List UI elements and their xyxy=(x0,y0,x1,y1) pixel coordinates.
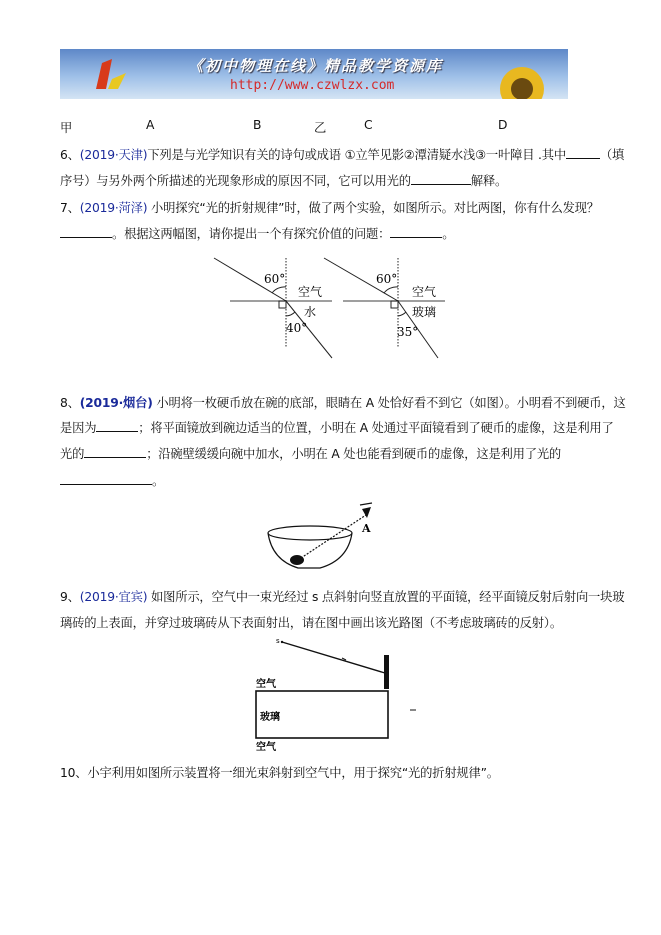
point-s-label: s xyxy=(276,638,280,645)
refraction-figure xyxy=(200,250,460,360)
answer-blank[interactable] xyxy=(60,473,152,485)
glass-brick-figure xyxy=(240,638,420,760)
medium-label: 玻璃 xyxy=(260,712,280,723)
answer-blank[interactable] xyxy=(411,173,471,185)
figure-label: 甲 xyxy=(60,121,73,135)
figure-label: D xyxy=(498,118,508,132)
bowl-figure xyxy=(250,490,410,580)
medium-label: 水 xyxy=(304,305,317,319)
answer-blank[interactable] xyxy=(566,147,600,159)
figure-label: 乙 xyxy=(314,121,327,135)
q8-line2: 是因为 ；将平面镜放到碗边适当的位置，小明在 A 处通过平面镜看到了硬币的虚像，这是利用了 xyxy=(60,421,614,435)
answer-blank[interactable] xyxy=(96,420,138,432)
q8-line1: 8、(2019·烟台) 小明将一枚硬币放在碗的底部，眼睛在 A 处恰好看不到它（如图）。小明看不到硬币，这 xyxy=(60,396,626,410)
figure-label: C xyxy=(364,118,373,132)
q9-source: (2019·宜宾) xyxy=(79,590,148,604)
q9-line2: 璃砖的上表面，并穿过玻璃砖从下表面射出，请在图中画出该光路图（不考虑玻璃砖的反射）。 xyxy=(60,616,562,630)
q7-line2: 。根据这两幅图，请你提出一个有探究价值的问题： 。 xyxy=(60,224,454,242)
q6-line1: 6、(2019·天津)下列是与光学知识有关的诗句或成语 ①立竿见影②潭清疑水浅③一叶障目 .其中 （填 xyxy=(60,148,625,162)
q6-line2: 序号）与另外两个所描述的光现象形成的原因不同，它可以用光的 解释。 xyxy=(60,174,508,188)
figure-label: A xyxy=(146,118,155,132)
answer-blank[interactable] xyxy=(390,226,442,238)
angle-label: 40° xyxy=(286,321,308,335)
q6-source: (2019·天津) xyxy=(79,148,148,162)
q9-line1: 9、(2019·宜宾) 如图所示，空气中一束光经过 s 点斜射向竖直放置的平面镜，经平面镜反射后射向一块玻 xyxy=(60,590,625,604)
angle-label: 60° xyxy=(376,272,398,286)
medium-label: 空气 xyxy=(298,285,323,299)
q8-line3: 光的 ；沿碗壁缓缓向碗中加水，小明在 A 处也能看到硬币的虚像，这是利用了光的 xyxy=(60,447,562,461)
answer-blank[interactable] xyxy=(84,446,146,458)
angle-label: 35° xyxy=(397,325,419,339)
banner-url[interactable]: http://www.czwlzx.com xyxy=(230,78,395,93)
angle-label: 60° xyxy=(264,272,286,286)
q8-line4: 。 xyxy=(60,471,164,489)
figure-label: B xyxy=(253,118,262,132)
medium-label: 空气 xyxy=(256,679,276,690)
point-a-label: A xyxy=(362,522,371,535)
q8-source: (2019·烟台) xyxy=(79,396,153,410)
medium-label: 空气 xyxy=(256,742,276,753)
q10-line: 10、小宇利用如图所示装置将一细光束斜射到空气中，用于探究“光的折射规律”。 xyxy=(60,766,499,780)
banner-title: 《初中物理在线》精品教学资源库 xyxy=(188,57,444,75)
q7-line1: 7、(2019·菏泽) 小明探究“光的折射规律”时，做了两个实验，如图所示。对比两图，你有什么发现？ xyxy=(60,201,599,215)
q7-source: (2019·菏泽) xyxy=(79,201,148,215)
header-banner xyxy=(60,49,568,99)
medium-label: 空气 xyxy=(412,285,437,299)
medium-label: 玻璃 xyxy=(412,305,437,319)
answer-blank[interactable] xyxy=(60,226,112,238)
